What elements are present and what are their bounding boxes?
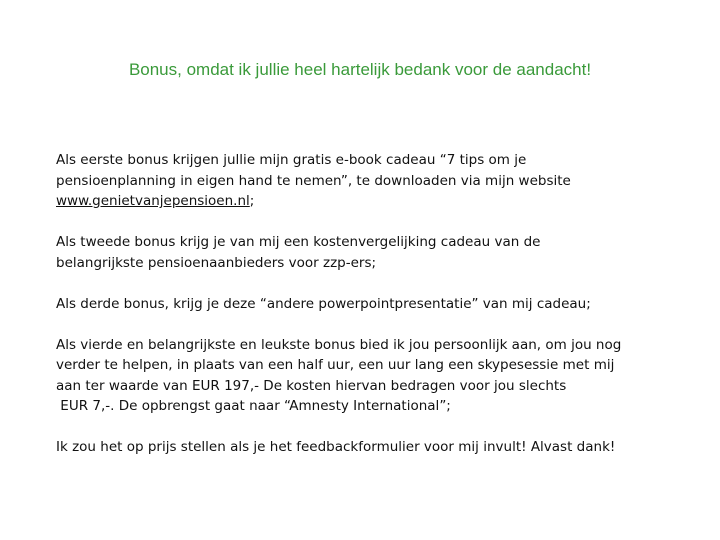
paragraph-line: Als eerste bonus krijgen jullie mijn gratis e-book cadeau “7 tips om je bbox=[56, 152, 527, 168]
website-link[interactable]: www.genietvanjepensioen.nl bbox=[56, 193, 250, 209]
paragraph-bonus-2 bbox=[56, 232, 686, 273]
paragraph-line: Als derde bonus, krijg je deze “andere powerpointpresentatie” van mij cadeau; bbox=[56, 295, 591, 312]
paragraph-line: verder te helpen, in plaats van een half uur, een uur lang een skypesessie met mij bbox=[56, 357, 615, 373]
paragraph-line: Als tweede bonus krijg je van mij een kostenvergelijking cadeau van de bbox=[56, 234, 541, 250]
paragraph-line bbox=[56, 191, 686, 212]
slide-title: Bonus, omdat ik jullie heel hartelijk bedank voor de aandacht! bbox=[128, 60, 592, 79]
paragraph-line: Als vierde en belangrijkste en leukste bonus bied ik jou persoonlijk aan, om jou nog bbox=[56, 336, 622, 353]
paragraph-closing bbox=[56, 437, 686, 458]
paragraph-line: pensioenplanning in eigen hand te nemen”, te downloaden via mijn website bbox=[56, 172, 571, 189]
paragraph-bonus-4 bbox=[56, 335, 686, 417]
link-suffix: ; bbox=[249, 193, 255, 209]
paragraph-line: Ik zou het op prijs stellen als je het feedbackformulier voor mij invult! Alvast dank! bbox=[56, 439, 616, 455]
slide-body bbox=[56, 150, 686, 458]
paragraph-line: aan ter waarde van EUR 197,- De kosten hiervan bedragen voor jou slechts bbox=[56, 377, 567, 394]
paragraph-line: EUR 7,-. De opbrengst gaat naar “Amnesty International”; bbox=[56, 398, 451, 414]
paragraph-bonus-1 bbox=[56, 150, 686, 212]
paragraph-line: belangrijkste pensioenaanbieders voor zzp-ers; bbox=[56, 254, 377, 271]
paragraph-bonus-3 bbox=[56, 294, 686, 315]
